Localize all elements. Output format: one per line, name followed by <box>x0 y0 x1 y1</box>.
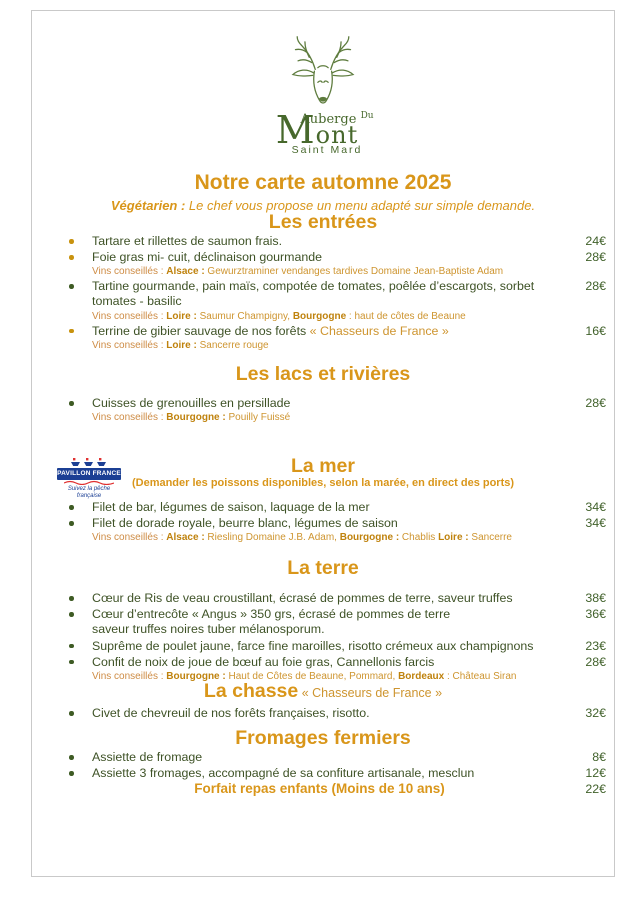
section-note: (Demander les poissons disponibles, selon la marée, en direct des ports) <box>131 477 515 489</box>
item-name <box>92 323 570 339</box>
bullet-icon <box>69 233 92 244</box>
menu-item <box>32 278 614 294</box>
item-name <box>92 765 570 781</box>
bullet-icon <box>69 515 92 526</box>
menu-item <box>32 765 614 781</box>
wine-pairing <box>32 310 614 323</box>
wine-pairing <box>32 265 614 278</box>
text-segment: Filet de dorade royale, beurre blanc, légumes de saison <box>92 516 398 530</box>
menu-item <box>32 590 614 606</box>
text-segment: Vins conseillés : <box>92 532 167 543</box>
text-segment: Loire : <box>166 339 197 351</box>
wine-pairing <box>32 411 614 424</box>
logo-saint-mard: Saint Mard <box>291 144 363 156</box>
pavillon-name: PAVILLON FRANCE <box>57 468 121 480</box>
restaurant-logo <box>32 34 614 156</box>
text-segment: Alsace : <box>166 532 205 543</box>
bullet-icon <box>69 249 92 260</box>
logo-mont: Mont <box>275 108 359 152</box>
menu-item <box>32 638 614 654</box>
item-name <box>92 249 570 265</box>
text-segment: : Château Siran <box>444 670 517 682</box>
menu-page <box>31 10 615 877</box>
bullet-icon <box>69 749 92 760</box>
item-price: 36€ <box>585 607 606 621</box>
text-segment: « Chasseurs de France » <box>309 323 449 338</box>
pavillon-tagline: Suivez la pêche française <box>67 486 111 499</box>
text-segment: Bourgogne <box>292 310 347 322</box>
bullet-icon <box>69 654 92 665</box>
text-segment: Confit de noix de joue de bœuf au foie gras, Cannellonis farcis <box>92 654 435 669</box>
bullet-icon <box>69 606 92 617</box>
section-heading <box>32 680 614 704</box>
item-name <box>92 705 570 721</box>
bullet-icon <box>69 499 92 510</box>
text-segment: Tartine gourmande, pain maïs, compotée de tomates, poêlée d’escargots, sorbet <box>92 279 535 293</box>
item-name <box>92 638 570 654</box>
section-items <box>32 705 614 721</box>
section-heading-suffix: « Chasseurs de France » <box>298 686 443 700</box>
text-segment: Gewurztraminer vendanges tardives Domaine Jean-Baptiste Adam <box>204 266 504 277</box>
menu-item <box>32 233 614 249</box>
logo-auberge: Auberge <box>300 112 357 127</box>
text-segment: Cuisses de grenouilles en persillade <box>92 396 291 410</box>
menu-item <box>32 749 614 765</box>
text-segment: Filet de bar, légumes de saison, laquage de la mer <box>92 500 370 514</box>
section-items <box>32 499 614 544</box>
text-segment: Bourgogne : <box>339 532 400 543</box>
item-name <box>92 606 570 622</box>
section-heading <box>32 557 614 579</box>
item-price: 28€ <box>585 654 606 669</box>
wine-pairing <box>32 339 614 352</box>
text-segment: Saumur Champigny, <box>196 310 293 322</box>
item-name <box>92 499 570 515</box>
wine-pairing <box>32 531 614 544</box>
item-price: 28€ <box>585 279 606 293</box>
forfait-label: Forfait repas enfants (Moins de 10 ans) <box>194 781 445 796</box>
text-segment: Vins conseillés : <box>92 339 167 351</box>
menu-item <box>32 606 614 622</box>
text-segment: Assiette de fromage <box>92 750 203 764</box>
section-heading-text: La terre <box>287 557 359 579</box>
menu-item <box>32 249 614 265</box>
item-price: 28€ <box>585 396 606 410</box>
text-segment: Cœur de Ris de veau croustillant, écrasé de pommes de terre, saveur truffes <box>92 591 513 605</box>
section-chasse <box>32 680 614 721</box>
text-segment: Bordeaux <box>398 670 445 682</box>
item-price: 28€ <box>585 250 606 264</box>
pavillon-france-logo <box>57 458 121 500</box>
text-segment: Sancerre <box>468 532 512 543</box>
menu-item <box>32 323 614 339</box>
item-price: 24€ <box>585 234 606 248</box>
menu-item <box>32 654 614 670</box>
item-price: 12€ <box>585 766 606 780</box>
section-items <box>32 395 614 424</box>
text-segment: Foie gras mi- cuit, déclinaison gourmande <box>92 250 323 264</box>
boats-icon <box>70 458 108 467</box>
section-heading-text: Les lacs et rivières <box>235 363 411 385</box>
item-name <box>92 233 570 249</box>
text-segment: Haut de Côtes de Beaune, Pommard, <box>225 670 399 682</box>
text-segment: Bourgogne : <box>166 412 226 423</box>
section-entrees <box>32 211 614 352</box>
section-heading-text: Les entrées <box>268 211 378 233</box>
vegetarian-label: Végétarien : <box>110 198 186 213</box>
item-continuation: saveur truffes noires tuber mélanosporum. <box>92 622 325 636</box>
text-segment: Riesling Domaine J.B. Adam, <box>204 532 340 543</box>
text-segment: Alsace : <box>166 266 205 277</box>
section-heading <box>32 727 614 749</box>
text-segment: : haut de côtes de Beaune <box>346 310 466 322</box>
text-segment: Suprême de poulet jaune, farce fine maroilles, risotto crémeux aux champignons <box>92 638 534 653</box>
item-continuation: tomates - basilic <box>92 294 182 308</box>
item-name <box>92 654 570 670</box>
text-segment: Vins conseillés : <box>92 412 167 423</box>
item-price: 34€ <box>585 500 606 514</box>
bullet-icon <box>69 705 92 716</box>
text-segment: Loire : <box>438 532 469 543</box>
menu-item <box>32 499 614 515</box>
forfait-item <box>32 781 614 797</box>
text-segment: Vins conseillés : <box>92 670 167 682</box>
vegetarian-text: Le chef vous propose un menu adapté sur simple demande. <box>185 198 536 213</box>
section-heading <box>32 363 614 385</box>
item-price: 8€ <box>592 750 606 764</box>
wave-icon <box>64 480 114 485</box>
item-price: 22€ <box>585 782 606 796</box>
menu-item <box>32 395 614 411</box>
text-segment: Pouilly Fuissé <box>225 412 291 423</box>
section-terre <box>32 557 614 683</box>
bullet-icon <box>69 765 92 776</box>
section-heading-text: La chasse <box>203 680 299 702</box>
text-segment: Vins conseillés : <box>92 310 167 322</box>
text-segment: Loire : <box>166 310 197 322</box>
text-segment: Bourgogne : <box>166 670 226 682</box>
menu-item <box>32 705 614 721</box>
text-segment: Sancerre rouge <box>196 339 269 351</box>
section-items <box>32 590 614 683</box>
text-segment: Cœur d’entrecôte « Angus » 350 grs, écrasé de pommes de terre <box>92 607 451 621</box>
text-segment: Terrine de gibier sauvage de nos forêts <box>92 323 310 338</box>
page-title: Notre carte automne 2025 <box>194 171 452 194</box>
bullet-icon <box>69 323 92 334</box>
section-items <box>32 749 614 797</box>
section-heading <box>32 211 614 233</box>
text-segment: Chablis <box>399 532 439 543</box>
item-name <box>92 395 570 411</box>
item-name <box>92 515 570 531</box>
menu-item <box>32 515 614 531</box>
section-items <box>32 233 614 352</box>
bullet-icon <box>69 395 92 406</box>
bullet-icon <box>69 590 92 601</box>
text-segment: Tartare et rillettes de saumon frais. <box>92 234 283 248</box>
text-segment: Assiette 3 fromages, accompagné de sa confiture artisanale, mesclun <box>92 766 475 780</box>
item-price: 23€ <box>585 638 606 653</box>
item-price: 34€ <box>585 516 606 530</box>
bullet-icon <box>69 278 92 289</box>
item-price: 38€ <box>585 591 606 605</box>
section-lacs <box>32 363 614 424</box>
item-name <box>92 590 570 606</box>
logo-du: Du <box>360 111 374 121</box>
item-name <box>92 278 570 294</box>
section-fromages <box>32 727 614 797</box>
item-price: 16€ <box>585 323 606 338</box>
item-name <box>92 749 570 765</box>
text-segment: Vins conseillés : <box>92 266 167 277</box>
bullet-icon <box>69 638 92 649</box>
section-heading-text: La mer <box>291 455 355 477</box>
section-heading-text: Fromages fermiers <box>235 727 411 749</box>
item-price: 32€ <box>585 706 606 720</box>
text-segment: Civet de chevreuil de nos forêts françaises, risotto. <box>92 706 370 720</box>
